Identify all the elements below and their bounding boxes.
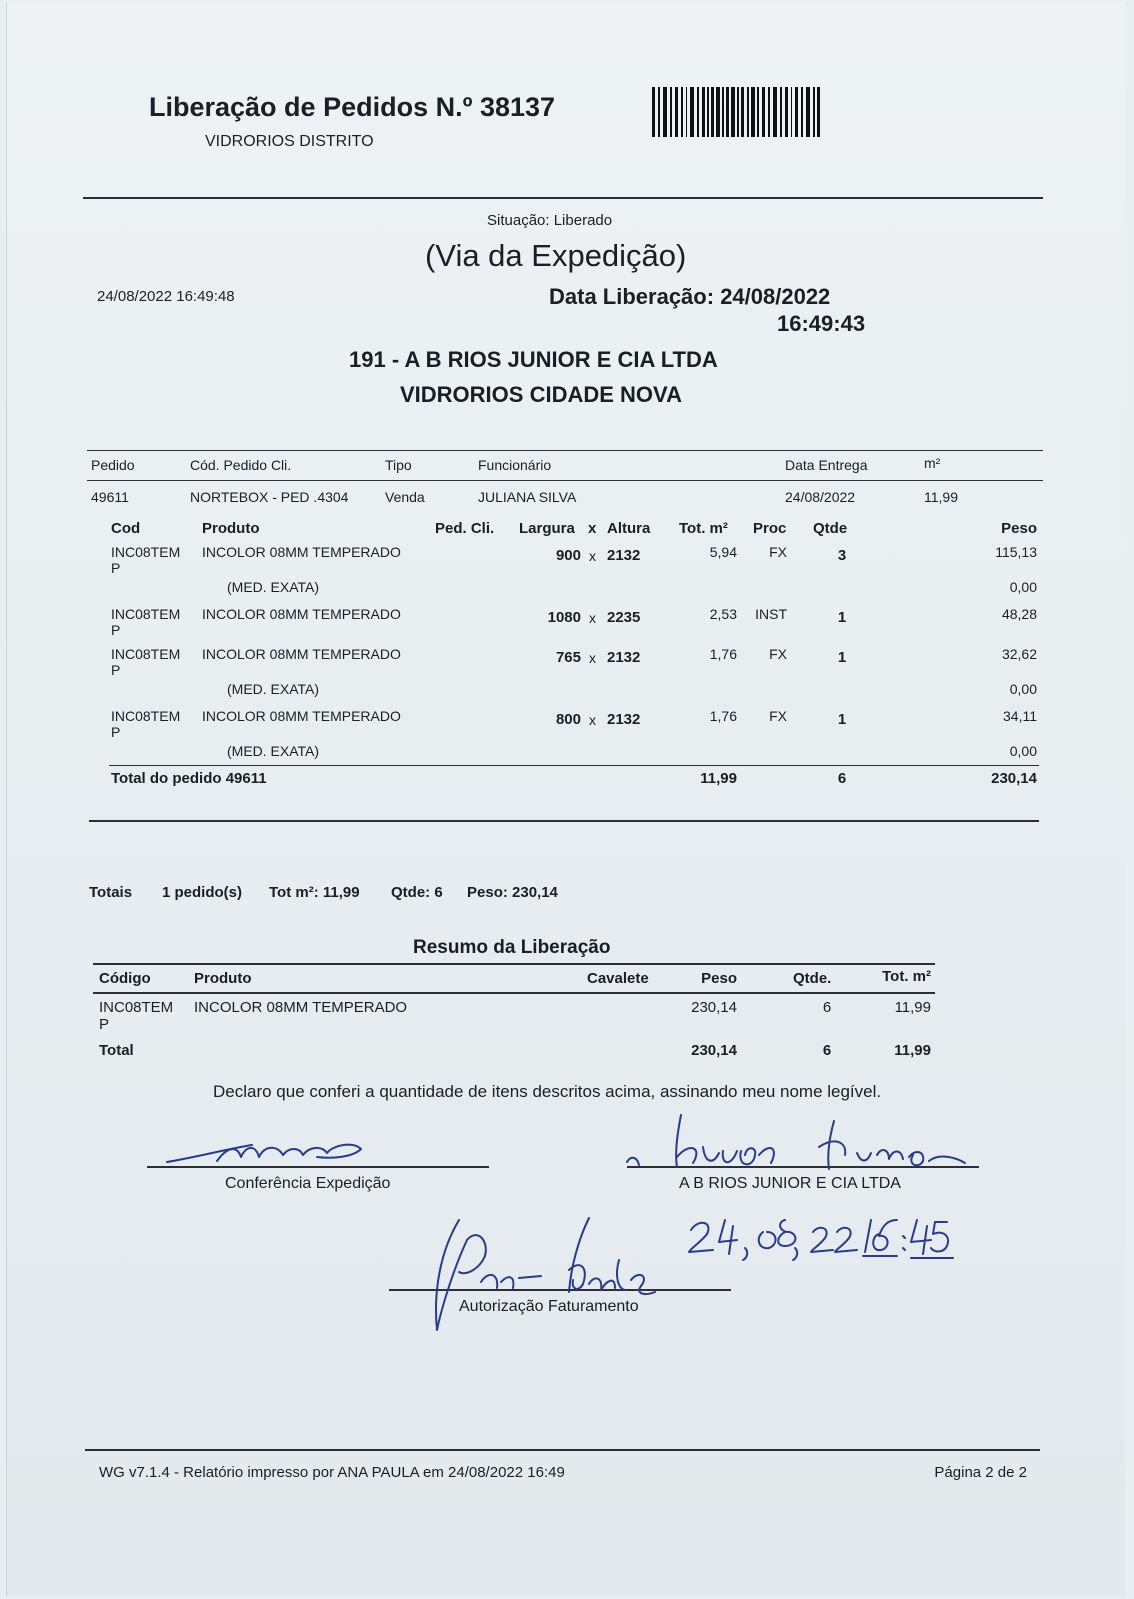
order-total-qtde: 6 [837,770,847,787]
divider [87,480,1043,481]
col-data-entrega: Data Entrega [785,457,868,473]
order-funcionario: JULIANA SILVA [478,489,577,505]
item-x: x [589,610,596,626]
situacao-text: Situação: Liberado [487,212,613,229]
client-signature-label: A B RIOS JUNIOR E CIA LTDA [679,1175,901,1192]
item-x: x [589,650,596,666]
item-largura: 1080 [547,609,581,626]
totais-qtde: Qtde: 6 [391,884,443,901]
totais-peso: Peso: 230,14 [467,884,558,901]
barcode-icon [652,87,822,139]
printed-at: 24/08/2022 16:49:48 [97,288,235,305]
item-qtde: 1 [837,711,847,728]
resumo-col-tot-m2: Tot. m² [882,968,931,985]
items-col-qtde: Qtde [813,520,848,537]
item-proc: INST [755,606,787,622]
items-col-proc: Proc [753,520,787,537]
item-tot-m2: 2,53 [709,606,737,622]
col-tipo: Tipo [385,457,412,473]
item-largura: 765 [555,649,581,666]
item-produto: INCOLOR 08MM TEMPERADO [202,708,401,724]
resumo-produto: INCOLOR 08MM TEMPERADO [194,999,408,1016]
autorizacao-label: Autorização Faturamento [459,1298,639,1315]
item-qtde: 3 [837,547,847,564]
item-peso: 32,62 [1001,646,1037,662]
resumo-col-codigo: Código [99,970,151,987]
item-cod-cont: P [111,662,121,678]
divider [85,1449,1040,1451]
col-cod-pedido-cli: Cód. Pedido Cli. [190,457,292,473]
divider [89,820,1039,822]
order-total-peso: 230,14 [991,770,1037,787]
item-peso: 0,00 [1009,681,1037,697]
resumo-col-qtde: Qtde. [793,970,832,987]
item-proc: FX [769,708,787,724]
items-col-altura: Altura [607,520,651,537]
item-peso: 0,00 [1009,743,1037,759]
resumo-total-tot-m2: 11,99 [894,1042,931,1059]
order-pedido: 49611 [91,489,129,505]
order-tipo: Venda [385,489,425,505]
resumo-title: Resumo da Liberação [413,937,611,958]
items-col-ped-cli: Ped. Cli. [435,520,495,537]
resumo-peso: 230,14 [691,999,737,1016]
declaration-text: Declaro que conferi a quantidade de itens descritos acima, assinando meu nome legível. [213,1082,882,1101]
items-col-peso: Peso [1001,520,1037,537]
resumo-col-produto: Produto [194,970,252,987]
item-largura: 900 [555,547,581,564]
resumo-col-cavalete: Cavalete [587,970,649,987]
item-cod: INC08TEM [111,708,181,724]
resumo-codigo-cont: P [99,1016,110,1033]
item-tot-m2: 1,76 [709,646,737,662]
data-liberacao-time: 16:49:43 [777,311,866,336]
conferencia-signature [157,1127,377,1172]
item-cod-cont: P [111,622,121,638]
item-x: x [589,548,596,564]
item-peso: 0,00 [1009,579,1037,595]
item-altura: 2132 [607,547,641,564]
item-qtde: 1 [837,609,847,626]
col-m2: m² [924,455,941,471]
client-signature [619,1107,989,1177]
totais-pedidos: 1 pedido(s) [162,884,243,901]
items-col-x: x [588,520,597,537]
item-largura: 800 [555,711,581,728]
footer-page: Página 2 de 2 [934,1464,1027,1481]
divider [109,765,1039,766]
item-altura: 2132 [607,649,641,666]
item-qtde: 1 [837,649,847,666]
item-produto: INCOLOR 08MM TEMPERADO [202,544,401,560]
item-proc: FX [769,646,787,662]
company-name: VIDRORIOS DISTRITO [205,133,374,150]
resumo-col-peso: Peso [701,970,737,987]
items-col-largura: Largura [519,520,575,537]
order-total-m2: 11,99 [700,770,737,787]
item-peso: 48,28 [1001,606,1037,622]
item-altura: 2132 [607,711,641,728]
col-funcionario: Funcionário [478,457,552,473]
divider [93,992,935,994]
item-altura: 2235 [607,609,641,626]
resumo-codigo: INC08TEM [99,999,174,1016]
item-medida: (MED. EXATA) [227,681,320,697]
order-total-label: Total do pedido 49611 [111,770,267,787]
divider [87,450,1043,451]
item-cod-cont: P [111,560,121,576]
totais-label: Totais [89,884,133,901]
item-medida: (MED. EXATA) [227,579,320,595]
item-cod: INC08TEM [111,544,181,560]
client-name: 191 - A B RIOS JUNIOR E CIA LTDA [349,347,718,372]
client-store: VIDRORIOS CIDADE NOVA [400,382,682,407]
items-col-tot-m2: Tot. m² [679,520,728,537]
order-data-entrega: 24/08/2022 [785,489,856,505]
totais-m2: Tot m²: 11,99 [269,884,360,901]
divider [93,963,935,965]
item-tot-m2: 1,76 [709,708,737,724]
handwritten-date [685,1212,975,1262]
resumo-total-peso: 230,14 [691,1042,737,1059]
item-cod-cont: P [111,724,121,740]
document-page [6,2,1125,1596]
item-medida: (MED. EXATA) [227,743,320,759]
autorizacao-signature [419,1210,669,1340]
item-cod: INC08TEM [111,646,181,662]
order-cod-pedido-cli: NORTEBOX - PED .4304 [190,489,349,505]
resumo-qtde: 6 [822,999,832,1016]
col-pedido: Pedido [91,457,135,473]
item-cod: INC08TEM [111,606,181,622]
item-produto: INCOLOR 08MM TEMPERADO [202,646,401,662]
item-proc: FX [769,544,787,560]
footer-left: WG v7.1.4 - Relatório impresso por ANA PAULA em 24/08/2022 16:49 [99,1464,565,1481]
item-x: x [589,712,596,728]
items-col-produto: Produto [202,520,260,537]
item-peso: 115,13 [995,544,1037,560]
resumo-total-label: Total [99,1042,134,1059]
items-col-cod: Cod [111,520,141,537]
data-liberacao-row [549,284,830,310]
order-m2: 11,99 [924,489,958,505]
item-peso: 34,11 [1003,708,1037,724]
via-title: (Via da Expedição) [425,238,687,273]
divider [83,197,1043,199]
data-liberacao-label: Data Liberação: [549,284,715,309]
resumo-total-qtde: 6 [822,1042,832,1059]
item-produto: INCOLOR 08MM TEMPERADO [202,606,401,622]
document-title: Liberação de Pedidos N.º 38137 [149,92,556,122]
item-tot-m2: 5,94 [709,544,737,560]
conferencia-label: Conferência Expedição [225,1175,391,1192]
data-liberacao-date: 24/08/2022 [720,284,831,309]
resumo-tot-m2: 11,99 [894,999,931,1016]
